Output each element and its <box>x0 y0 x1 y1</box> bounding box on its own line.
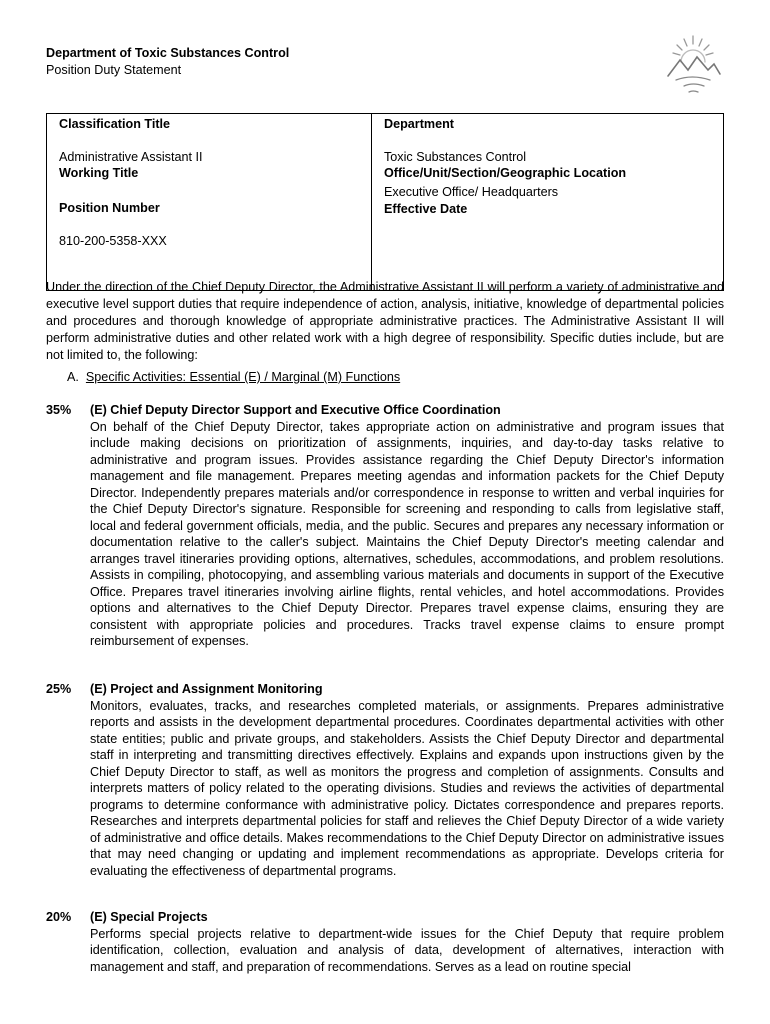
duty-title: (E) Project and Assignment Monitoring <box>90 682 323 696</box>
effective-date-label: Effective Date <box>384 201 468 216</box>
department-label: Department <box>384 117 454 131</box>
duty-percent: 35% <box>46 403 72 417</box>
section-a-title: Specific Activities: Essential (E) / Marginal (M) Functions <box>85 370 401 384</box>
classification-title-label: Classification Title <box>59 117 171 131</box>
duty-title: (E) Special Projects <box>90 910 208 924</box>
department-cell <box>372 114 724 291</box>
office-location-value: Executive Office/ Headquarters <box>384 185 559 199</box>
position-info-table <box>46 113 724 291</box>
document-header <box>46 45 289 79</box>
duty-percent: 20% <box>46 910 72 924</box>
department-name: Department of Toxic Substances Control <box>46 46 290 60</box>
office-location-label: Office/Unit/Section/Geographic Location <box>384 166 627 180</box>
duty-item <box>46 402 724 650</box>
duty-text: Performs special projects relative to department-wide issues for the Chief Deputy that require problem identification, collection, evaluation and analysis of data, development of alternatives, interaction with management and staff, and preparation of recommendations. Serves as a lead on routine special <box>90 926 724 974</box>
duty-percent: 25% <box>46 682 72 696</box>
section-a-marker: A. <box>67 370 79 384</box>
dtsc-logo-icon <box>662 30 724 100</box>
duty-title: (E) Chief Deputy Director Support and Executive Office Coordination <box>90 403 501 417</box>
duty-text: On behalf of the Chief Deputy Director, takes appropriate action on administrative and program issues that include making decisions on prioritization of assignments, inquiries, and day-to-day tasks relative to administrative and program issues. Provides assistance regarding the Chief Deputy Director's information management and file management. Prepares meeting agendas and information packets for the Chief Deputy Director. Independently prepares materials and/or correspondence in response to written and verbal inquiries for the Chief Deputy Director's signature. Responsible for screening and responding to calls from legislative staff, local and federal government officials, media, and the public. Secures and prepares any necessary information or documentation relative to the caller's subject. Maintains the Chief Deputy Director's meeting calendar and arranges travel itineraries providing options, alternatives, schedules, accommodations, and problem resolutions. Assists in compiling, photocopying, and assembling various materials and documents in support of the Executive Office. Prepares travel itineraries involving airline flights, rental vehicles, and hotel accommodations. Provides options and alternatives to the Chief Deputy Director. Prepares travel expense claims, ensuring they are consistent with appropriate policies and procedures. Tracks travel expense claims to ensure prompt reimbursement of expenses. <box>90 419 724 648</box>
document-type: Position Duty Statement <box>46 63 182 77</box>
intro-paragraph: Under the direction of the Chief Deputy Director, the Administrative Assistant II will perform a variety of administrative and executive level support duties that require independence of action, analysis, initiative, knowledge of departmental policies and procedures and thorough knowledge of appropriate administrative practices. The Administrative Assistant II will perform administrative duties and other related work with a high degree of responsibility. Specific duties include, but are not limited to, the following: <box>46 280 724 362</box>
working-title-label: Working Title <box>59 166 139 180</box>
duty-item <box>46 681 724 879</box>
duty-item <box>46 909 724 975</box>
position-number-value: 810-200-5358-XXX <box>59 233 167 248</box>
classification-cell <box>47 114 372 291</box>
position-number-label: Position Number <box>59 201 160 215</box>
duty-text: Monitors, evaluates, tracks, and researches completed materials, or assignments. Prepares administrative reports and assists in the development departmental procedures. Coordinates departmental activities with other state entities; public and private groups, and stakeholders. Assists the Chief Deputy Director and departmental staff in interpreting and transmitting directives effectively. Explains and expands upon instructions given by the Chief Deputy Director to staff, as well as monitors the progress and completion of assignments. Consults and interprets matters of policy related to the operating divisions. Studies and reviews the activities of departmental programs to determine conformance with administrative policy. Dictates correspondence and prepares reports. Researches and interprets departmental policies for staff and relieves the Chief Deputy Director of a wide variety of administrative and office details. Makes recommendations to the Chief Deputy Director on administrative issues that may need changing or updating and implement recommendations as appropriate. Develops criteria for evaluating the effectiveness of departmental programs. <box>90 698 724 878</box>
section-a-heading <box>67 369 400 386</box>
classification-title-value: Administrative Assistant II <box>59 149 203 164</box>
department-value: Toxic Substances Control <box>384 149 527 164</box>
